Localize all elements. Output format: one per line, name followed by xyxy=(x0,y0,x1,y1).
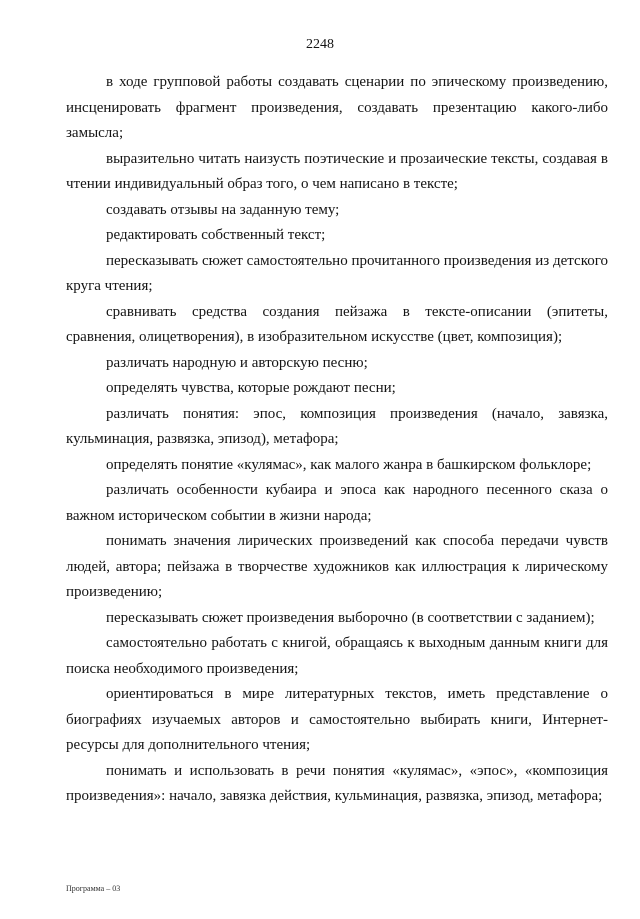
paragraph: различать особенности кубаира и эпоса как народного песенного сказа о важном историческом событии в жизни народа; xyxy=(66,482,608,524)
paragraph: сравнивать средства создания пейзажа в тексте-описании (эпитеты, сравнения, олицетворения), в изобразительном искусстве (цвет, композиция); xyxy=(66,303,608,345)
page-number: 2248 xyxy=(306,37,334,52)
paragraph: различать понятия: эпос, композиция произведения (начало, завязка, кульминация, развязка, эпизод), метафора; xyxy=(66,405,608,447)
page-footer: Программа – 03 xyxy=(66,884,121,893)
document-body xyxy=(66,70,608,810)
paragraph: выразительно читать наизусть поэтические и прозаические тексты, создавая в чтении индивидуальный образ того, о чем написано в тексте; xyxy=(66,150,608,192)
paragraph: создавать отзывы на заданную тему; xyxy=(106,201,340,218)
paragraph: различать народную и авторскую песню; xyxy=(106,354,368,371)
paragraph: определять понятие «кулямас», как малого жанра в башкирском фольклоре; xyxy=(106,456,592,473)
paragraph: пересказывать сюжет самостоятельно прочитанного произведения из детского круга чтения; xyxy=(66,252,608,294)
paragraph: определять чувства, которые рождают песни; xyxy=(106,380,396,396)
paragraph: ориентироваться в мире литературных текстов, иметь представление о биографиях изучаемых авторов и самостоятельно выбирать книги, Интернет-ресурсы для дополнительного чтения; xyxy=(66,686,608,753)
paragraph: в ходе групповой работы создавать сценарии по эпическому произведению, инсценировать фрагмент произведения, создавать презентацию какого-либо замысла; xyxy=(66,74,608,141)
paragraph: пересказывать сюжет произведения выборочно (в соответствии с заданием); xyxy=(106,609,595,626)
paragraph: понимать значения лирических произведений как способа передачи чувств людей, автора; пейзажа в творчестве художников как иллюстрация к лирическому произведению; xyxy=(66,533,608,600)
paragraph: самостоятельно работать с книгой, обращаясь к выходным данным книги для поиска необходимого произведения; xyxy=(66,635,608,677)
paragraph: редактировать собственный текст; xyxy=(106,227,326,243)
paragraph: понимать и использовать в речи понятия «кулямас», «эпос», «композиция произведения»: начало, завязка действия, кульминация, развязка, эпизод, метафора; xyxy=(66,762,608,804)
